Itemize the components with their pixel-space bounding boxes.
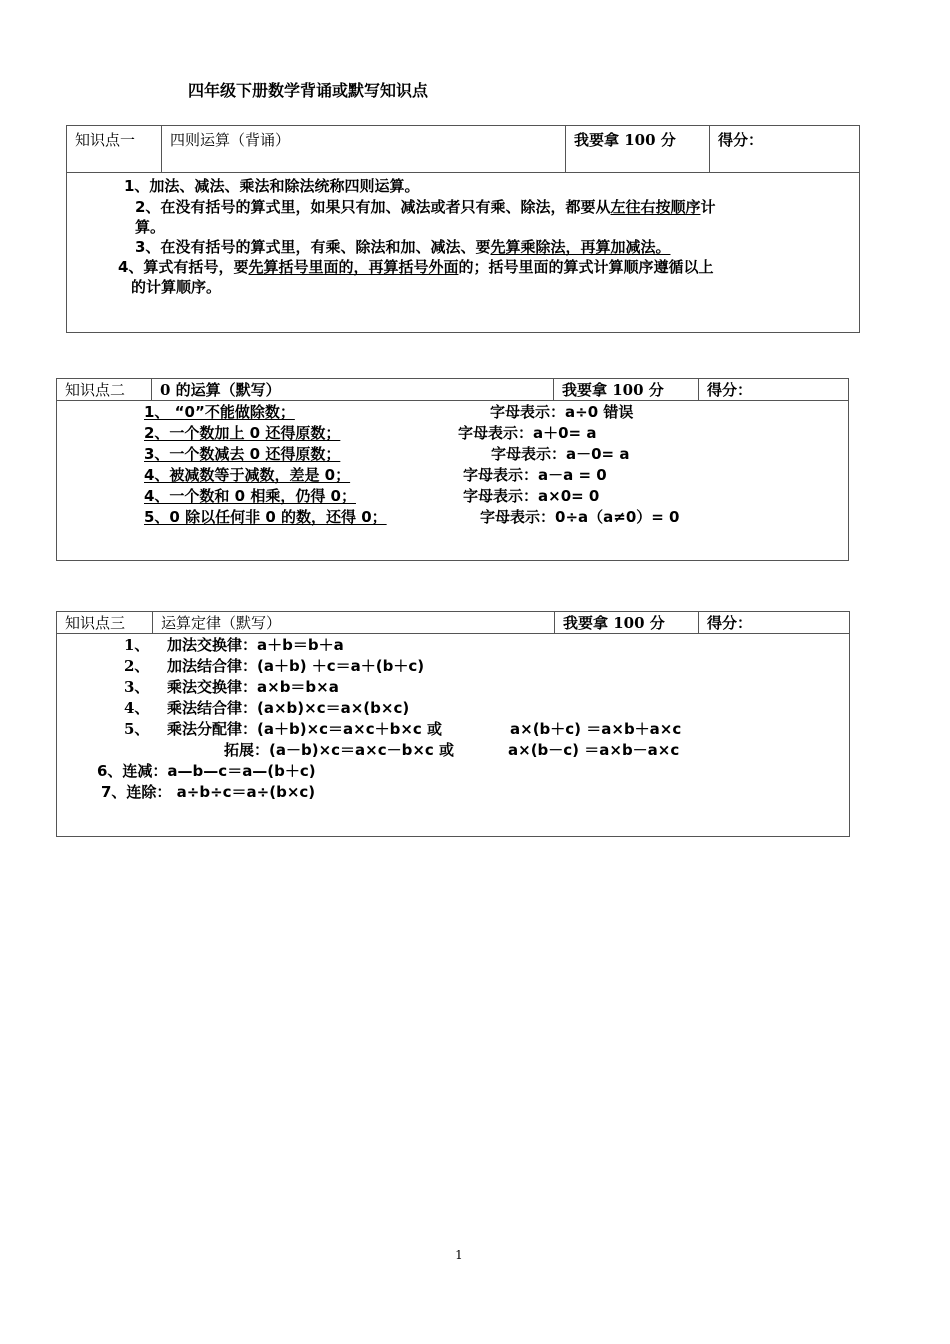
section-label: 知识点一 [75, 131, 136, 149]
page-number: 1 [455, 1248, 463, 1262]
law-text: 拓展：(a－b)×c＝a×c－b×c 或 [224, 741, 455, 759]
law-text: 加法交换律：a＋b＝b＋a [167, 636, 344, 654]
law-line [124, 635, 344, 655]
underlined-keyword: 先算乘除法，再算加减法。 [490, 238, 671, 256]
zero-formula: 字母表示：0÷a（a≠0）= 0 [480, 508, 680, 526]
law-text: 6、连减：a—b—c＝a—(b＋c) [97, 762, 316, 780]
rule-text: 2、在没有括号的算式里，如果只有加、减法或者只有乘、除法，都要从 [135, 198, 611, 216]
law-line [124, 656, 424, 676]
section-topic: 运算定律（默写） [152, 612, 554, 633]
rule-line: 算。 [135, 218, 166, 236]
law-text: 7、连除： a÷b÷c＝a÷(b×c) [101, 783, 316, 801]
zero-rule: 1、 “0”不能做除数； [144, 403, 295, 421]
law-text: 乘法交换律：a×b＝b×a [167, 678, 339, 696]
rule-text: 的；括号里面的算式计算顺序遵循以上 [458, 258, 714, 276]
law-alt: a×(b－c) ＝a×b－a×c [508, 741, 680, 759]
zero-formula: 字母表示：a－0= a [491, 445, 630, 463]
score-field: 得分： [698, 379, 848, 400]
underlined-keyword: 先算括号里面的，再算括号外面 [248, 258, 459, 276]
zero-formula: 字母表示：a×0= 0 [463, 487, 600, 505]
score-field: 得分： [709, 126, 859, 172]
rule-line: 的计算顺序。 [131, 278, 222, 296]
law-alt: a×(b＋c) ＝a×b＋a×c [510, 720, 682, 738]
rule-text: 3、在没有括号的算式里，有乘、除法和加、减法、要 [135, 238, 491, 256]
zero-rule: 3、一个数减去 0 还得原数； [144, 445, 341, 463]
zero-rule-line [144, 402, 656, 422]
law-number: 2、 [124, 657, 150, 675]
law-line [124, 719, 682, 739]
section-label: 知识点三 [65, 614, 126, 632]
zero-rule: 4、被减数等于减数，差是 0； [144, 466, 351, 484]
underlined-keyword: 左往右按顺序 [610, 198, 701, 216]
zero-rule: 5、0 除以任何非 0 的数，还得 0； [144, 508, 387, 526]
law-line [124, 698, 409, 718]
law-number: 3、 [124, 678, 150, 696]
section-topic: 0 的运算（默写） [151, 379, 553, 400]
score-target: 我要拿 100 分 [553, 379, 698, 400]
zero-rule-line [144, 423, 632, 443]
knowledge-table-3 [56, 611, 850, 837]
zero-rule: 4、一个数和 0 相乘，仍得 0； [144, 487, 356, 505]
rule-line [135, 237, 670, 257]
score-target: 我要拿 100 分 [554, 612, 698, 633]
knowledge-table-1 [66, 125, 860, 333]
law-line [124, 677, 339, 697]
law-line [224, 740, 680, 760]
page-title: 四年级下册数学背诵或默写知识点 [188, 81, 429, 100]
zero-rule: 2、一个数加上 0 还得原数； [144, 424, 341, 442]
zero-rule-line [144, 507, 712, 527]
table-header [57, 379, 848, 401]
law-text: 乘法结合律：(a×b)×c＝a×(b×c) [167, 699, 410, 717]
law-number: 4、 [124, 699, 150, 717]
score-target: 我要拿 100 分 [565, 126, 709, 172]
zero-formula: 字母表示：a－a = 0 [463, 466, 607, 484]
zero-formula: 字母表示：a÷0 错误 [490, 403, 634, 421]
rule-text: 计 [700, 198, 716, 216]
rule-line [135, 197, 715, 217]
table-header [57, 612, 849, 634]
zero-rule-line [144, 486, 632, 506]
rule-line [118, 257, 713, 277]
law-text: 加法结合律：(a＋b) ＋c＝a＋(b＋c) [167, 657, 425, 675]
rule-line: 1、加法、减法、乘法和除法统称四则运算。 [124, 177, 420, 195]
law-text: 乘法分配律：(a＋b)×c＝a×c＋b×c 或 [167, 720, 443, 738]
law-number: 1、 [124, 636, 150, 654]
table-header [67, 126, 859, 173]
zero-formula: 字母表示：a＋0= a [458, 424, 597, 442]
rule-text: 4、算式有括号，要 [118, 258, 249, 276]
law-line [101, 782, 315, 802]
knowledge-table-2 [56, 378, 849, 561]
law-line [97, 761, 316, 781]
zero-rule-line [144, 465, 632, 485]
score-field: 得分： [698, 612, 849, 633]
section-label: 知识点二 [65, 381, 126, 399]
law-number: 5、 [124, 720, 150, 738]
zero-rule-line [144, 444, 654, 464]
section-topic: 四则运算（背诵） [161, 126, 565, 172]
